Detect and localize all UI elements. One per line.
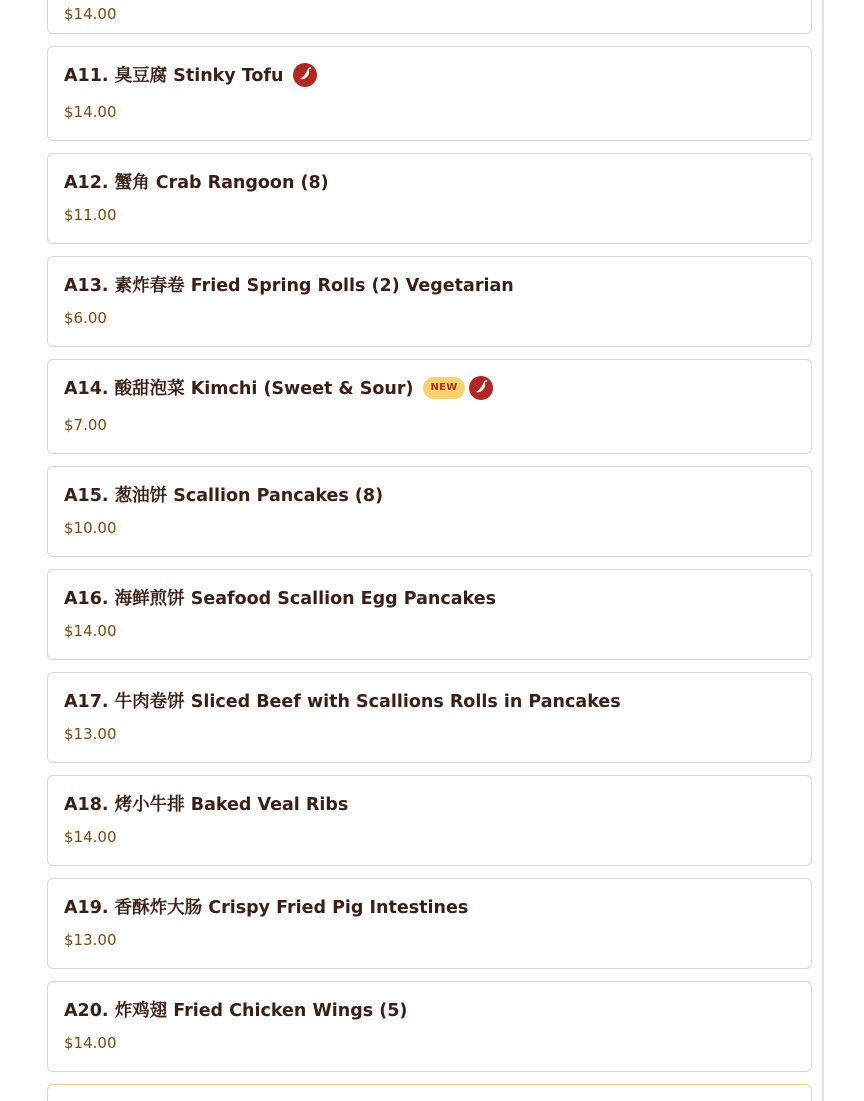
item-price: $7.00 <box>64 416 107 434</box>
item-name: A17. 牛肉卷饼 Sliced Beef with Scallions Rolls in Pancakes <box>64 692 621 712</box>
item-name: A13. 素炸春卷 Fried Spring Rolls (2) Vegetarian <box>64 276 514 296</box>
item-price: $14.00 <box>64 828 117 846</box>
menu-item-card[interactable] <box>47 153 812 244</box>
item-name: A18. 烤小牛排 Baked Veal Ribs <box>64 795 349 815</box>
item-name: A12. 蟹角 Crab Rangoon (8) <box>64 173 329 193</box>
item-price: $6.00 <box>64 309 107 327</box>
menu-item-card[interactable] <box>47 569 812 660</box>
menu-item-card[interactable] <box>47 0 812 34</box>
menu-item-card[interactable] <box>47 981 812 1072</box>
new-badge: NEW <box>423 377 464 399</box>
menu-item-card[interactable] <box>47 256 812 347</box>
item-price: $14.00 <box>64 5 117 23</box>
menu-item-card[interactable] <box>47 775 812 866</box>
menu-item-card[interactable] <box>47 878 812 969</box>
item-name: A19. 香酥炸大肠 Crispy Fried Pig Intestines <box>64 898 469 918</box>
scrollbar-track[interactable] <box>822 0 824 1101</box>
menu-item-card[interactable] <box>47 672 812 763</box>
item-name: A16. 海鲜煎饼 Seafood Scallion Egg Pancakes <box>64 589 497 609</box>
item-name: A11. 臭豆腐 Stinky Tofu <box>64 66 284 86</box>
item-name: A20. 炸鸡翅 Fried Chicken Wings (5) <box>64 1001 408 1021</box>
chili-pepper-icon <box>469 376 493 400</box>
item-price: $11.00 <box>64 206 117 224</box>
item-name: A15. 葱油饼 Scallion Pancakes (8) <box>64 486 384 506</box>
item-price: $14.00 <box>64 1034 117 1052</box>
item-price: $14.00 <box>64 103 117 121</box>
item-price: $13.00 <box>64 725 117 743</box>
menu-item-card[interactable] <box>47 466 812 557</box>
menu-item-card[interactable] <box>47 1084 812 1101</box>
item-price: $13.00 <box>64 931 117 949</box>
menu-item-card[interactable] <box>47 46 812 141</box>
item-price: $14.00 <box>64 622 117 640</box>
menu-item-card[interactable] <box>47 359 812 454</box>
chili-pepper-icon <box>293 63 317 87</box>
item-name: A14. 酸甜泡菜 Kimchi (Sweet & Sour) <box>64 379 414 399</box>
item-price: $10.00 <box>64 519 117 537</box>
